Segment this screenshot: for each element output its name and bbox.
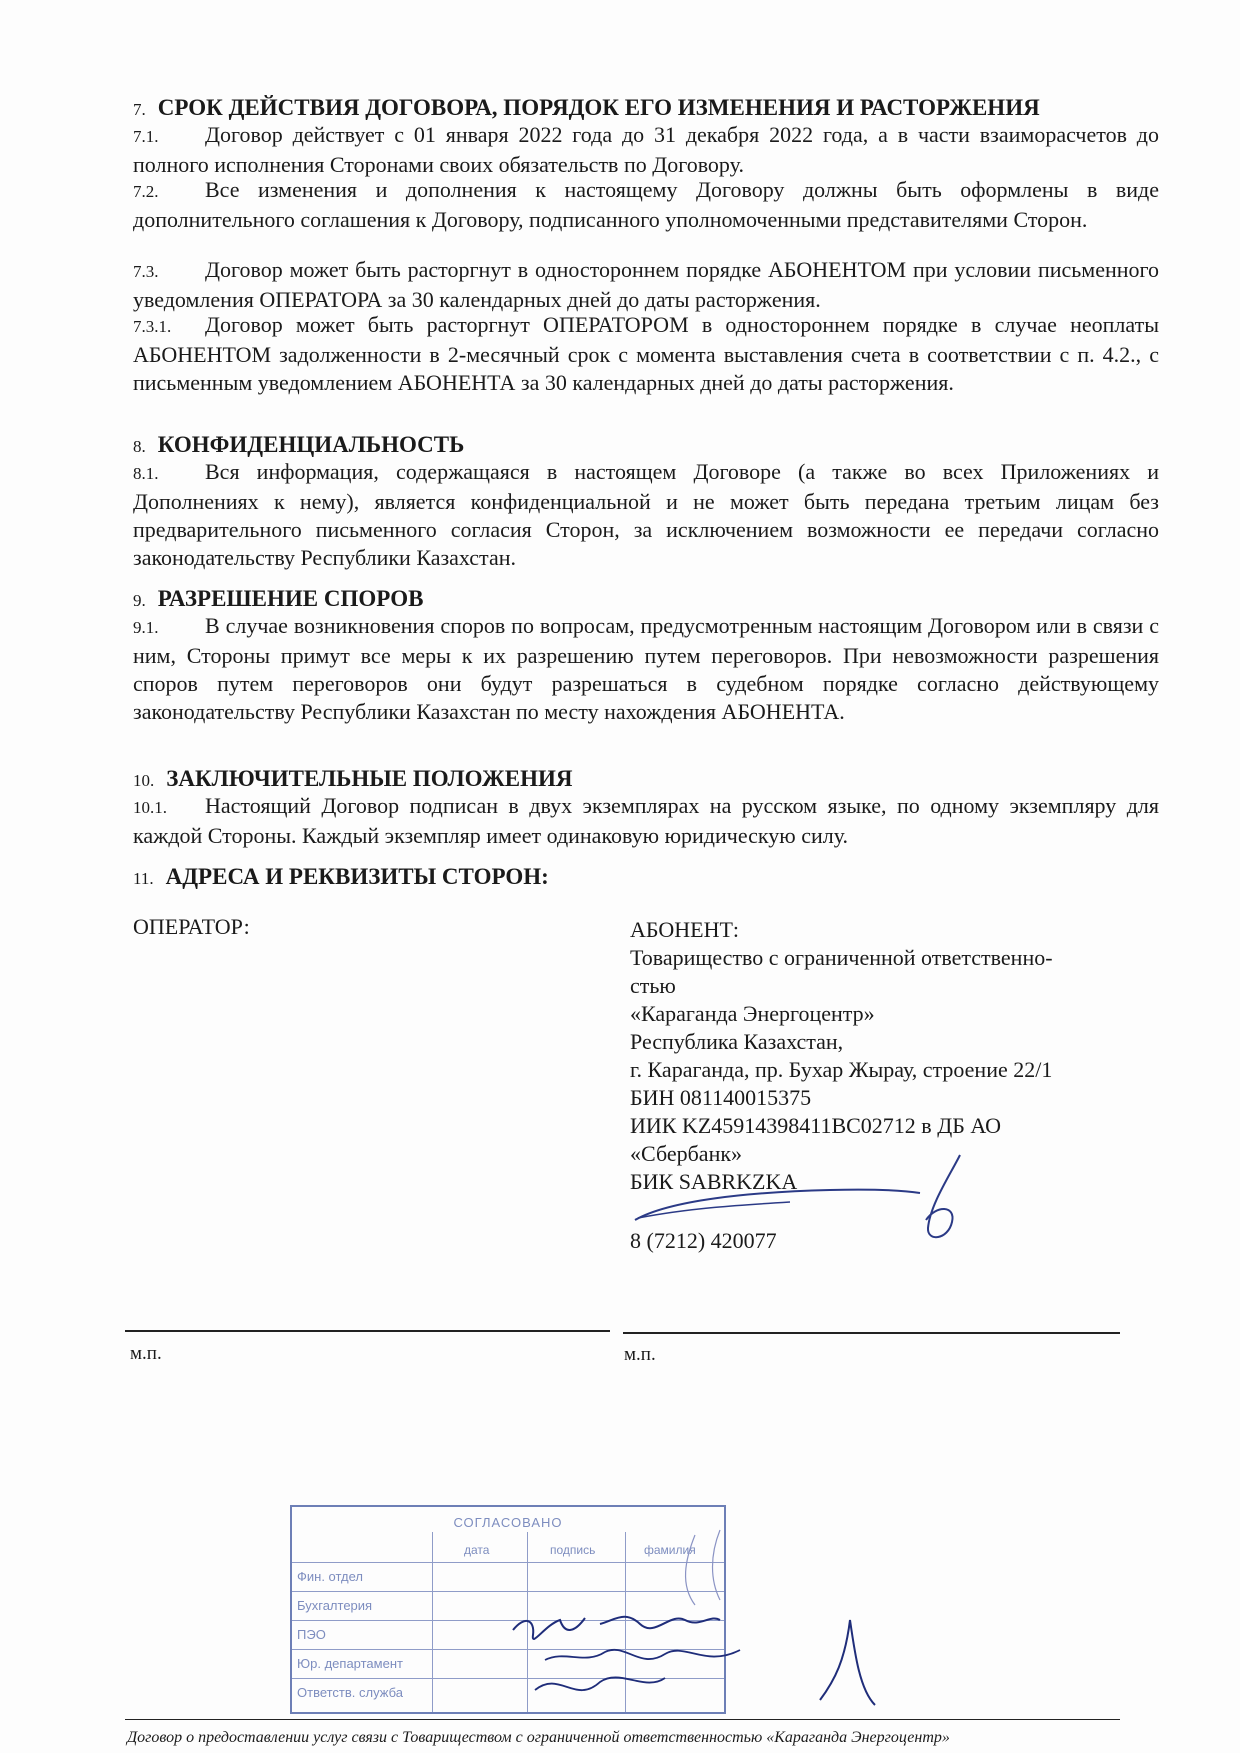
subscriber-line: Товарищество с ограниченной ответственно- xyxy=(630,945,1053,970)
clause-10-1: 10.1. Настоящий Договор подписан в двух экземплярах на русском языке, по одному экземпляру для каждой Стороны. Каждый экземпляр имеет одинаковую юридическую силу. xyxy=(133,793,1159,848)
subscriber-line: БИН 081140015375 xyxy=(630,1085,812,1110)
stamp-row: Юр. департамент xyxy=(292,1649,724,1679)
clause-7-3: 7.3. Договор может быть расторгнут в одностороннем порядке АБОНЕНТОМ при условии письменного уведомления ОПЕРАТОРА за 30 календарных дней до даты расторжения. xyxy=(133,257,1159,312)
clause-8-1: 8.1. Вся информация, содержащаяся в настоящем Договоре (а также во всех Приложениях и Дополнениях к нему), является конфиденциальной и не может быть передана третьим лицам без предварительного письменного согласия Сторон, за исключением возможности ее передачи согласно законодательству Республики Казахстан. xyxy=(133,459,1159,570)
page-footer: Договор о предоставлении услуг связи с Товариществом с ограниченной ответственностью «Караганда Энергоцентр» xyxy=(127,1729,950,1746)
subscriber-line: «Сбербанк» xyxy=(630,1141,743,1166)
stamp-col-signature: подпись xyxy=(550,1543,596,1557)
stamp-row: ПЭО xyxy=(292,1620,724,1650)
stamp-col-date: дата xyxy=(464,1543,490,1557)
approval-mark xyxy=(800,1610,890,1720)
stamp-row: Бухгалтерия xyxy=(292,1591,724,1621)
subscriber-line: БИК SABRKZKA xyxy=(630,1169,798,1194)
subscriber-line: стью xyxy=(630,973,676,998)
subscriber-line: Республика Казахстан, xyxy=(630,1029,844,1054)
subscriber-phone: 8 (7212) 420077 xyxy=(630,1228,777,1253)
subscriber-line: «Караганда Энергоцентр» xyxy=(630,1001,875,1026)
stamp-row: Ответств. служба xyxy=(292,1678,724,1708)
stamp-header: СОГЛАСОВАНО xyxy=(453,1515,563,1530)
operator-label: ОПЕРАТОР: xyxy=(133,914,250,939)
subscriber-signature-line xyxy=(623,1332,1120,1334)
section-11-title: 11. АДРЕСА И РЕКВИЗИТЫ СТОРОН: xyxy=(133,864,549,889)
stamp-col-name: фамилия xyxy=(644,1543,696,1557)
clause-9-1: 9.1. В случае возникновения споров по вопросам, предусмотренным настоящим Договором или в связи с ним, Стороны примут все меры к их разрешению путем переговоров. При невозможности разрешения споров путем переговоров они будут разрешаться в судебном порядке согласно действующему законодательству Республики Казахстан по месту нахождения АБОНЕНТА. xyxy=(133,613,1159,724)
clause-7-1: 7.1. Договор действует с 01 января 2022 года до 31 декабря 2022 года, а в части взаиморасчетов до полного исполнения Сторонами своих обязательств по Договору. xyxy=(133,122,1159,177)
subscriber-label: АБОНЕНТ: xyxy=(630,917,740,942)
section-10-title: 10. ЗАКЛЮЧИТЕЛЬНЫЕ ПОЛОЖЕНИЯ xyxy=(133,766,573,791)
subscriber-line: ИИК KZ45914398411BC02712 в ДБ АО xyxy=(630,1113,1002,1138)
section-9-title: 9. РАЗРЕШЕНИЕ СПОРОВ xyxy=(133,586,424,611)
stamp-handwriting xyxy=(505,1520,785,1720)
section-8-title: 8. КОНФИДЕНЦИАЛЬНОСТЬ xyxy=(133,432,465,457)
subscriber-line: г. Караганда, пр. Бухар Жырау, строение 22/1 xyxy=(630,1057,1053,1082)
operator-signature-line xyxy=(125,1330,610,1332)
subscriber-seal-place: м.п. xyxy=(624,1344,656,1365)
clause-7-3-1: 7.3.1. Договор может быть расторгнут ОПЕРАТОРОМ в одностороннем порядке в случае неоплаты АБОНЕНТОМ задолженности в 2-месячный срок с момента выставления счета в соответствии с п. 4.2., с письменным уведомлением АБОНЕНТА за 30 календарных дней до даты расторжения. xyxy=(133,312,1159,395)
section-7-title: 7. СРОК ДЕЙСТВИЯ ДОГОВОРА, ПОРЯДОК ЕГО ИЗМЕНЕНИЯ И РАСТОРЖЕНИЯ xyxy=(133,95,1040,120)
stamp-row: Фин. отдел xyxy=(292,1562,724,1592)
clause-7-2: 7.2. Все изменения и дополнения к настоящему Договору должны быть оформлены в виде дополнительного соглашения к Договору, подписанного уполномоченными представителями Сторон. xyxy=(133,177,1159,232)
operator-seal-place: м.п. xyxy=(130,1343,162,1364)
footer-rule xyxy=(125,1719,1120,1720)
